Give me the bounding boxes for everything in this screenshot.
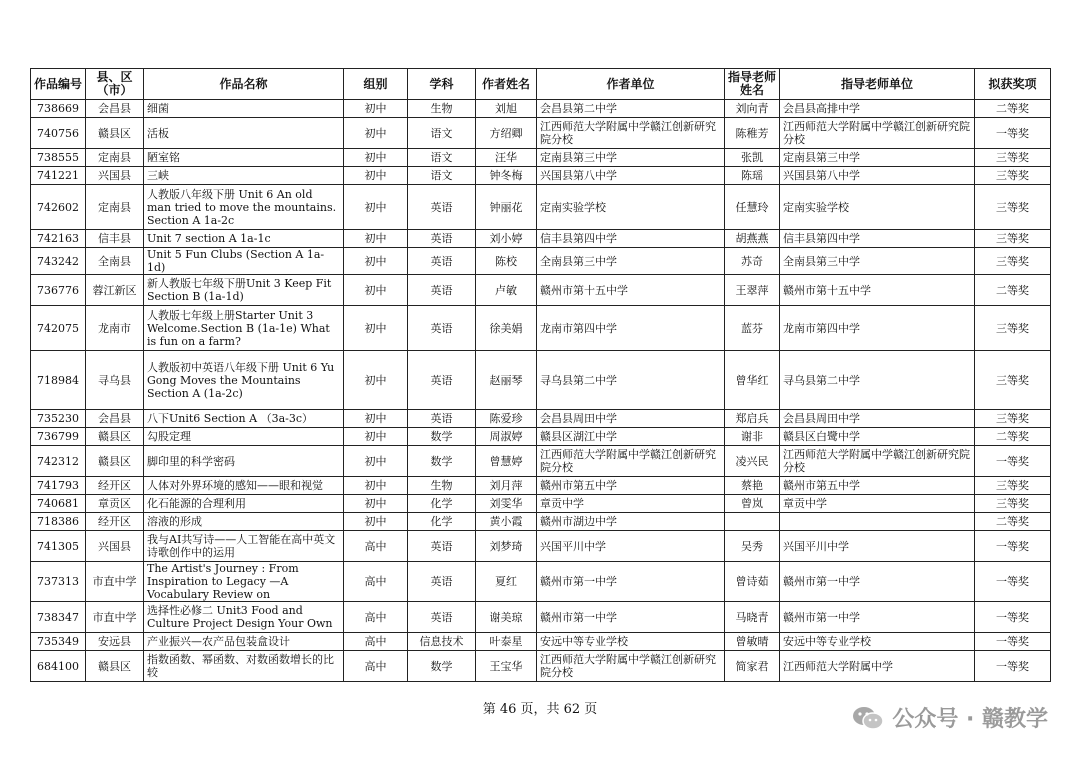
cell-author: 陈爱珍 xyxy=(476,410,537,428)
cell-subject: 英语 xyxy=(408,306,476,351)
cell-advisor-unit: 信丰县第四中学 xyxy=(780,230,975,248)
cell-author: 叶泰星 xyxy=(476,633,537,651)
cell-subject: 英语 xyxy=(408,602,476,633)
cell-advisor: 郑启兵 xyxy=(725,410,780,428)
cell-group: 高中 xyxy=(344,562,408,602)
cell-id: 736799 xyxy=(31,428,86,446)
cell-group: 初中 xyxy=(344,230,408,248)
page-number: 第 46 页，共 62 页 xyxy=(482,702,598,717)
cell-advisor: 王翠萍 xyxy=(725,275,780,306)
cell-unit: 安远中等专业学校 xyxy=(537,633,725,651)
cell-author: 刘旭 xyxy=(476,100,537,118)
cell-county: 赣县区 xyxy=(86,446,144,477)
cell-group: 初中 xyxy=(344,185,408,230)
cell-subject: 化学 xyxy=(408,513,476,531)
cell-award: 一等奖 xyxy=(975,633,1051,651)
cell-subject: 英语 xyxy=(408,410,476,428)
cell-group: 初中 xyxy=(344,149,408,167)
cell-author: 钟冬梅 xyxy=(476,167,537,185)
cell-group: 初中 xyxy=(344,248,408,275)
table-row xyxy=(31,167,1051,185)
cell-award: 三等奖 xyxy=(975,351,1051,410)
cell-unit: 江西师范大学附属中学赣江创新研究院分校 xyxy=(537,118,725,149)
cell-id: 738347 xyxy=(31,602,86,633)
cell-advisor: 陈瑶 xyxy=(725,167,780,185)
cell-id: 740681 xyxy=(31,495,86,513)
cell-advisor: 苏奇 xyxy=(725,248,780,275)
cell-author: 刘雯华 xyxy=(476,495,537,513)
cell-author: 谢美琼 xyxy=(476,602,537,633)
cell-id: 718984 xyxy=(31,351,86,410)
cell-county: 寻乌县 xyxy=(86,351,144,410)
cell-group: 高中 xyxy=(344,602,408,633)
cell-advisor-unit: 赣州市第一中学 xyxy=(780,562,975,602)
cell-subject: 英语 xyxy=(408,351,476,410)
cell-subject: 英语 xyxy=(408,531,476,562)
cell-group: 初中 xyxy=(344,495,408,513)
cell-award: 三等奖 xyxy=(975,149,1051,167)
cell-unit: 兴国平川中学 xyxy=(537,531,725,562)
cell-group: 初中 xyxy=(344,477,408,495)
cell-title: 化石能源的合理利用 xyxy=(144,495,344,513)
table-row xyxy=(31,602,1051,633)
cell-award: 三等奖 xyxy=(975,410,1051,428)
cell-group: 初中 xyxy=(344,118,408,149)
cell-author: 周淑婷 xyxy=(476,428,537,446)
cell-id: 742312 xyxy=(31,446,86,477)
cell-award: 三等奖 xyxy=(975,167,1051,185)
cell-advisor-unit: 章贡中学 xyxy=(780,495,975,513)
cell-advisor-unit xyxy=(780,513,975,531)
cell-advisor: 简家君 xyxy=(725,651,780,682)
awards-table xyxy=(30,68,1051,682)
cell-advisor: 曾华红 xyxy=(725,351,780,410)
cell-group: 高中 xyxy=(344,651,408,682)
cell-id: 738669 xyxy=(31,100,86,118)
cell-author: 汪华 xyxy=(476,149,537,167)
table-row xyxy=(31,477,1051,495)
table-row xyxy=(31,118,1051,149)
cell-group: 初中 xyxy=(344,306,408,351)
cell-advisor-unit: 赣州市第十五中学 xyxy=(780,275,975,306)
cell-advisor: 蔡艳 xyxy=(725,477,780,495)
cell-unit: 江西师范大学附属中学赣江创新研究院分校 xyxy=(537,446,725,477)
header-cell: 指导老师单位 xyxy=(780,69,975,100)
cell-award: 三等奖 xyxy=(975,495,1051,513)
cell-advisor-unit: 安远中等专业学校 xyxy=(780,633,975,651)
cell-title: 产业振兴—农产品包装盒设计 xyxy=(144,633,344,651)
cell-unit: 定南县第三中学 xyxy=(537,149,725,167)
cell-title: 陋室铭 xyxy=(144,149,344,167)
cell-advisor: 曾敏晴 xyxy=(725,633,780,651)
header-cell: 指导老师姓名 xyxy=(725,69,780,100)
cell-award: 一等奖 xyxy=(975,602,1051,633)
cell-title: 我与AI共写诗——人工智能在高中英文诗歌创作中的运用 xyxy=(144,531,344,562)
cell-county: 安远县 xyxy=(86,633,144,651)
cell-id: 737313 xyxy=(31,562,86,602)
cell-id: 718386 xyxy=(31,513,86,531)
table-row xyxy=(31,531,1051,562)
cell-id: 742075 xyxy=(31,306,86,351)
cell-advisor-unit: 定南实验学校 xyxy=(780,185,975,230)
cell-award: 二等奖 xyxy=(975,275,1051,306)
cell-id: 738555 xyxy=(31,149,86,167)
cell-county: 经开区 xyxy=(86,477,144,495)
cell-county: 定南县 xyxy=(86,149,144,167)
cell-subject: 语文 xyxy=(408,118,476,149)
cell-unit: 会昌县第二中学 xyxy=(537,100,725,118)
cell-unit: 定南实验学校 xyxy=(537,185,725,230)
cell-award: 三等奖 xyxy=(975,248,1051,275)
table-row xyxy=(31,248,1051,275)
cell-unit: 赣州市第十五中学 xyxy=(537,275,725,306)
cell-county: 赣县区 xyxy=(86,118,144,149)
cell-author: 刘小婷 xyxy=(476,230,537,248)
cell-group: 初中 xyxy=(344,351,408,410)
cell-title: Unit 7 section A 1a-1c xyxy=(144,230,344,248)
cell-county: 信丰县 xyxy=(86,230,144,248)
cell-author: 陈校 xyxy=(476,248,537,275)
header-cell: 作品名称 xyxy=(144,69,344,100)
cell-id: 742163 xyxy=(31,230,86,248)
cell-id: 743242 xyxy=(31,248,86,275)
cell-award: 三等奖 xyxy=(975,306,1051,351)
cell-author: 曾慧婷 xyxy=(476,446,537,477)
cell-author: 卢敏 xyxy=(476,275,537,306)
cell-county: 兴国县 xyxy=(86,167,144,185)
cell-award: 一等奖 xyxy=(975,651,1051,682)
cell-county: 全南县 xyxy=(86,248,144,275)
cell-subject: 生物 xyxy=(408,100,476,118)
cell-group: 初中 xyxy=(344,428,408,446)
cell-title: 选择性必修二 Unit3 Food and Culture Project Design Your Own xyxy=(144,602,344,633)
cell-county: 赣县区 xyxy=(86,428,144,446)
cell-subject: 语文 xyxy=(408,167,476,185)
cell-unit: 兴国县第八中学 xyxy=(537,167,725,185)
cell-subject: 英语 xyxy=(408,562,476,602)
cell-award: 三等奖 xyxy=(975,230,1051,248)
cell-county: 赣县区 xyxy=(86,651,144,682)
cell-author: 王宝华 xyxy=(476,651,537,682)
cell-subject: 生物 xyxy=(408,477,476,495)
cell-title: 人体对外界环境的感知——眼和视觉 xyxy=(144,477,344,495)
cell-advisor-unit: 赣州市第五中学 xyxy=(780,477,975,495)
cell-group: 初中 xyxy=(344,167,408,185)
cell-id: 735230 xyxy=(31,410,86,428)
cell-id: 741221 xyxy=(31,167,86,185)
cell-title: 人教版初中英语八年级下册 Unit 6 Yu Gong Moves the Mountains Section A (1a-2c) xyxy=(144,351,344,410)
cell-unit: 章贡中学 xyxy=(537,495,725,513)
header-cell: 作者单位 xyxy=(537,69,725,100)
header-cell: 组别 xyxy=(344,69,408,100)
cell-county: 定南县 xyxy=(86,185,144,230)
cell-subject: 英语 xyxy=(408,248,476,275)
table-row xyxy=(31,351,1051,410)
cell-advisor: 凌兴民 xyxy=(725,446,780,477)
table-row xyxy=(31,446,1051,477)
cell-title: 溶液的形成 xyxy=(144,513,344,531)
cell-county: 章贡区 xyxy=(86,495,144,513)
cell-subject: 语文 xyxy=(408,149,476,167)
cell-advisor-unit: 寻乌县第二中学 xyxy=(780,351,975,410)
cell-advisor: 张凯 xyxy=(725,149,780,167)
cell-id: 742602 xyxy=(31,185,86,230)
cell-title: 新人教版七年级下册Unit 3 Keep Fit Section B (1a-1d) xyxy=(144,275,344,306)
watermark-text: 公众号 · 赣教学 xyxy=(892,707,1048,732)
table-row xyxy=(31,149,1051,167)
cell-unit: 赣州市第一中学 xyxy=(537,562,725,602)
cell-advisor: 曾岚 xyxy=(725,495,780,513)
cell-title: 勾股定理 xyxy=(144,428,344,446)
cell-advisor-unit: 定南县第三中学 xyxy=(780,149,975,167)
cell-group: 高中 xyxy=(344,633,408,651)
cell-author: 徐美娟 xyxy=(476,306,537,351)
cell-author: 夏红 xyxy=(476,562,537,602)
cell-advisor-unit: 赣州市第一中学 xyxy=(780,602,975,633)
cell-subject: 数学 xyxy=(408,428,476,446)
cell-advisor-unit: 兴国平川中学 xyxy=(780,531,975,562)
header-cell: 县、区（市） xyxy=(86,69,144,100)
cell-id: 735349 xyxy=(31,633,86,651)
cell-advisor: 谢非 xyxy=(725,428,780,446)
cell-group: 初中 xyxy=(344,100,408,118)
cell-group: 初中 xyxy=(344,275,408,306)
cell-award: 一等奖 xyxy=(975,446,1051,477)
cell-advisor-unit: 江西师范大学附属中学赣江创新研究院分校 xyxy=(780,118,975,149)
cell-advisor: 胡燕燕 xyxy=(725,230,780,248)
cell-advisor-unit: 赣县区白鹭中学 xyxy=(780,428,975,446)
cell-group: 初中 xyxy=(344,513,408,531)
cell-id: 741305 xyxy=(31,531,86,562)
cell-group: 高中 xyxy=(344,531,408,562)
header-cell: 作者姓名 xyxy=(476,69,537,100)
wechat-icon xyxy=(852,705,884,731)
watermark xyxy=(852,702,1048,733)
cell-award: 三等奖 xyxy=(975,185,1051,230)
cell-advisor-unit: 江西师范大学附属中学 xyxy=(780,651,975,682)
cell-subject: 英语 xyxy=(408,275,476,306)
cell-title: 指数函数、幂函数、对数函数增长的比较 xyxy=(144,651,344,682)
cell-author: 方绍卿 xyxy=(476,118,537,149)
cell-advisor-unit: 会昌县周田中学 xyxy=(780,410,975,428)
cell-advisor-unit: 龙南市第四中学 xyxy=(780,306,975,351)
cell-award: 二等奖 xyxy=(975,513,1051,531)
cell-advisor-unit: 兴国县第八中学 xyxy=(780,167,975,185)
cell-county: 龙南市 xyxy=(86,306,144,351)
table-row xyxy=(31,513,1051,531)
cell-advisor-unit: 全南县第三中学 xyxy=(780,248,975,275)
table-row xyxy=(31,633,1051,651)
table-row xyxy=(31,651,1051,682)
table-row xyxy=(31,275,1051,306)
cell-advisor-unit: 江西师范大学附属中学赣江创新研究院分校 xyxy=(780,446,975,477)
cell-unit: 龙南市第四中学 xyxy=(537,306,725,351)
cell-advisor: 吴秀 xyxy=(725,531,780,562)
cell-award: 二等奖 xyxy=(975,100,1051,118)
table-row xyxy=(31,428,1051,446)
cell-county: 会昌县 xyxy=(86,410,144,428)
cell-award: 三等奖 xyxy=(975,477,1051,495)
table-row xyxy=(31,562,1051,602)
cell-unit: 赣州市湖边中学 xyxy=(537,513,725,531)
table-row xyxy=(31,306,1051,351)
cell-title: Unit 5 Fun Clubs (Section A 1a-1d) xyxy=(144,248,344,275)
cell-author: 刘梦琦 xyxy=(476,531,537,562)
cell-author: 赵丽琴 xyxy=(476,351,537,410)
cell-author: 黄小霞 xyxy=(476,513,537,531)
cell-title: 人教版七年级上册Starter Unit 3 Welcome.Section B (1a-1e) What is fun on a farm? xyxy=(144,306,344,351)
table-row xyxy=(31,410,1051,428)
cell-advisor: 任慧玲 xyxy=(725,185,780,230)
cell-subject: 化学 xyxy=(408,495,476,513)
cell-title: 八下Unit6 Section A （3a-3c） xyxy=(144,410,344,428)
cell-author: 钟丽花 xyxy=(476,185,537,230)
cell-unit: 赣州市第五中学 xyxy=(537,477,725,495)
cell-unit: 全南县第三中学 xyxy=(537,248,725,275)
cell-subject: 信息技术 xyxy=(408,633,476,651)
cell-county: 市直中学 xyxy=(86,602,144,633)
cell-advisor: 马晓青 xyxy=(725,602,780,633)
cell-title: 人教版八年级下册 Unit 6 An old man tried to move the mountains. Section A 1a-2c xyxy=(144,185,344,230)
cell-unit: 赣州市第一中学 xyxy=(537,602,725,633)
cell-subject: 数学 xyxy=(408,651,476,682)
cell-county: 会昌县 xyxy=(86,100,144,118)
cell-award: 一等奖 xyxy=(975,118,1051,149)
cell-subject: 英语 xyxy=(408,230,476,248)
cell-unit: 江西师范大学附属中学赣江创新研究院分校 xyxy=(537,651,725,682)
cell-title: 活板 xyxy=(144,118,344,149)
cell-unit: 赣县区湖江中学 xyxy=(537,428,725,446)
cell-award: 一等奖 xyxy=(975,562,1051,602)
cell-award: 二等奖 xyxy=(975,428,1051,446)
table-row xyxy=(31,230,1051,248)
cell-id: 740756 xyxy=(31,118,86,149)
cell-advisor: 刘向青 xyxy=(725,100,780,118)
cell-advisor xyxy=(725,513,780,531)
cell-title: 脚印里的科学密码 xyxy=(144,446,344,477)
cell-group: 初中 xyxy=(344,446,408,477)
cell-county: 兴国县 xyxy=(86,531,144,562)
cell-county: 蓉江新区 xyxy=(86,275,144,306)
cell-unit: 寻乌县第二中学 xyxy=(537,351,725,410)
table-header-row xyxy=(31,69,1051,100)
cell-advisor: 蓝芬 xyxy=(725,306,780,351)
cell-id: 736776 xyxy=(31,275,86,306)
cell-subject: 英语 xyxy=(408,185,476,230)
header-cell: 拟获奖项 xyxy=(975,69,1051,100)
cell-award: 一等奖 xyxy=(975,531,1051,562)
cell-subject: 数学 xyxy=(408,446,476,477)
cell-id: 741793 xyxy=(31,477,86,495)
table-body xyxy=(31,100,1051,682)
cell-title: 三峡 xyxy=(144,167,344,185)
cell-advisor-unit: 会昌县高排中学 xyxy=(780,100,975,118)
table-row xyxy=(31,100,1051,118)
cell-author: 刘月萍 xyxy=(476,477,537,495)
header-cell: 学科 xyxy=(408,69,476,100)
cell-unit: 信丰县第四中学 xyxy=(537,230,725,248)
cell-advisor: 陈稚芳 xyxy=(725,118,780,149)
cell-advisor: 曾诗茹 xyxy=(725,562,780,602)
cell-id: 684100 xyxy=(31,651,86,682)
table-row xyxy=(31,495,1051,513)
cell-unit: 会昌县周田中学 xyxy=(537,410,725,428)
cell-county: 市直中学 xyxy=(86,562,144,602)
cell-county: 经开区 xyxy=(86,513,144,531)
cell-group: 初中 xyxy=(344,410,408,428)
cell-title: The Artist's Journey : From Inspiration to Legacy —A Vocabulary Review on xyxy=(144,562,344,602)
table-row xyxy=(31,185,1051,230)
cell-title: 细菌 xyxy=(144,100,344,118)
header-cell: 作品编号 xyxy=(31,69,86,100)
